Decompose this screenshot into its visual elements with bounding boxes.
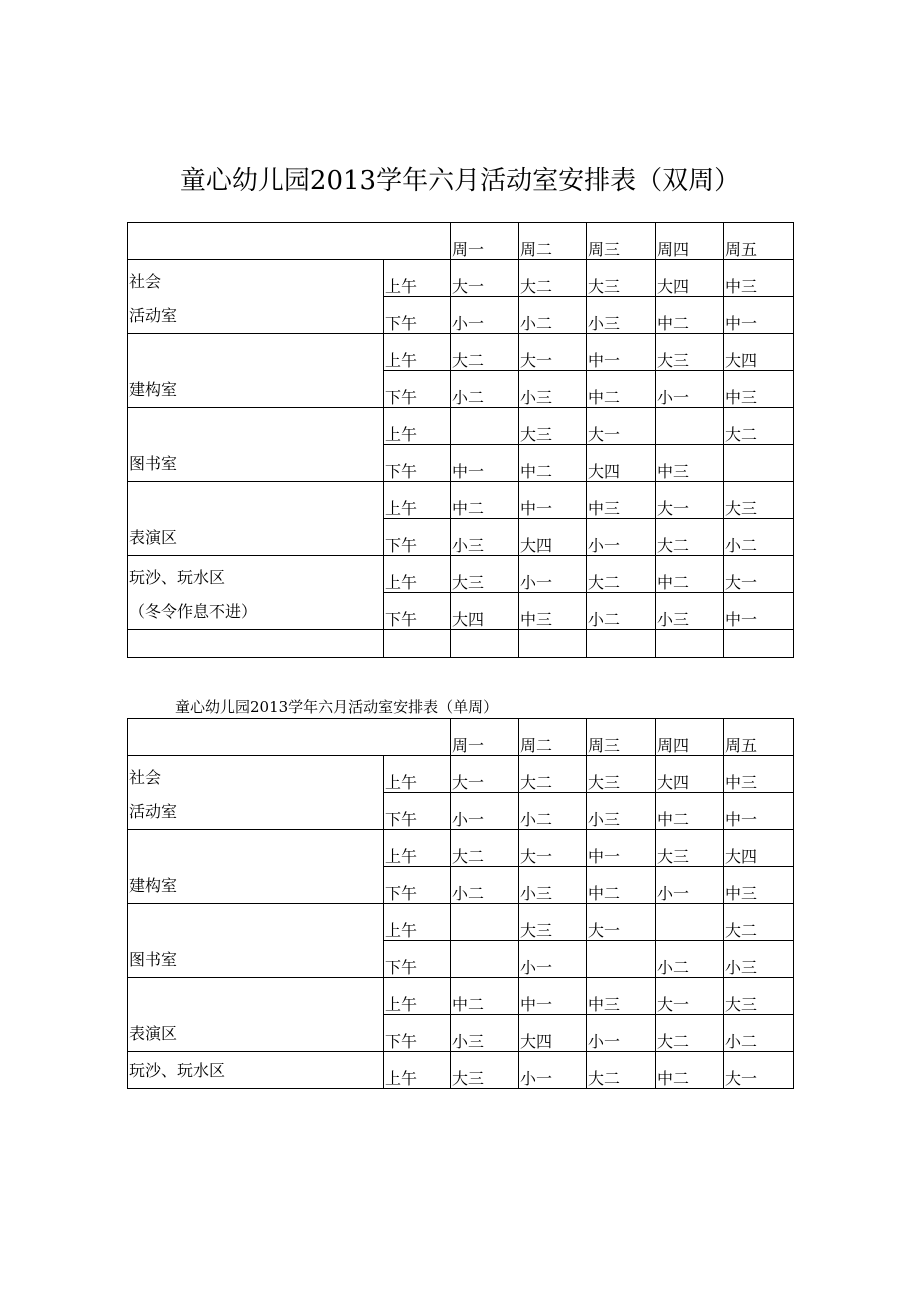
empty-cell <box>724 630 794 658</box>
empty-cell <box>656 630 724 658</box>
class-cell: 大二 <box>519 756 587 793</box>
class-cell: 小二 <box>451 867 519 904</box>
class-cell: 大一 <box>656 978 724 1015</box>
class-cell <box>451 408 519 445</box>
period-label: 下午 <box>384 941 451 978</box>
class-cell: 小一 <box>587 519 656 556</box>
class-cell: 小三 <box>519 371 587 408</box>
class-cell: 大三 <box>587 756 656 793</box>
class-cell: 大二 <box>587 556 656 593</box>
empty-cell <box>519 630 587 658</box>
class-cell: 中二 <box>451 978 519 1015</box>
corner-cell <box>128 223 451 260</box>
class-cell: 中一 <box>724 793 794 830</box>
class-cell: 大二 <box>519 260 587 297</box>
class-cell: 大四 <box>451 593 519 630</box>
class-cell <box>451 941 519 978</box>
room-name: 建构室 <box>129 380 178 399</box>
table-row <box>128 1052 794 1089</box>
room-name: 图书室 <box>129 454 178 473</box>
room-name-cell <box>128 904 384 978</box>
class-cell: 中二 <box>656 556 724 593</box>
period-label: 下午 <box>384 867 451 904</box>
class-cell: 中一 <box>587 830 656 867</box>
page-title-biweekly: 童心幼儿园2013学年六月活动室安排表（双周） <box>179 166 741 196</box>
room-name-cell <box>128 978 384 1052</box>
class-cell: 小三 <box>519 867 587 904</box>
period-label: 上午 <box>384 260 451 297</box>
class-cell: 中一 <box>724 593 794 630</box>
period-label: 下午 <box>384 519 451 556</box>
class-cell: 小一 <box>587 1015 656 1052</box>
class-cell: 小三 <box>451 519 519 556</box>
class-cell: 小一 <box>519 556 587 593</box>
room-name: 社会 <box>129 272 162 291</box>
schedule-table-weekly <box>127 718 794 1089</box>
header-row <box>128 719 794 756</box>
class-cell: 中一 <box>724 297 794 334</box>
class-cell: 大四 <box>656 260 724 297</box>
room-name-cell <box>128 756 384 830</box>
period-label: 上午 <box>384 978 451 1015</box>
table-row <box>128 334 794 371</box>
class-cell: 中二 <box>656 1052 724 1089</box>
room-name: 活动室 <box>129 306 178 325</box>
room-name: 图书室 <box>129 950 178 969</box>
period-label: 上午 <box>384 756 451 793</box>
class-cell: 大一 <box>451 260 519 297</box>
class-cell: 小二 <box>519 793 587 830</box>
class-cell <box>724 445 794 482</box>
period-label: 上午 <box>384 904 451 941</box>
class-cell: 大一 <box>724 556 794 593</box>
class-cell: 小一 <box>656 371 724 408</box>
class-cell: 大四 <box>656 756 724 793</box>
class-cell: 大一 <box>656 482 724 519</box>
class-cell: 中三 <box>724 260 794 297</box>
table-row <box>128 978 794 1015</box>
empty-cell <box>451 630 519 658</box>
class-cell: 大三 <box>724 482 794 519</box>
day-header: 周一 <box>451 223 519 260</box>
empty-cell <box>128 630 384 658</box>
class-cell: 中三 <box>519 593 587 630</box>
class-cell: 大二 <box>656 1015 724 1052</box>
table-row <box>128 830 794 867</box>
period-label: 上午 <box>384 334 451 371</box>
period-label: 下午 <box>384 297 451 334</box>
class-cell: 大一 <box>519 830 587 867</box>
class-cell: 大三 <box>656 334 724 371</box>
day-header: 周四 <box>656 223 724 260</box>
class-cell: 中三 <box>656 445 724 482</box>
class-cell: 大三 <box>656 830 724 867</box>
class-cell: 小三 <box>656 593 724 630</box>
room-name: 表演区 <box>129 528 178 547</box>
class-cell: 大四 <box>724 334 794 371</box>
day-header: 周一 <box>451 719 519 756</box>
class-cell: 大三 <box>451 1052 519 1089</box>
class-cell: 小三 <box>587 297 656 334</box>
class-cell: 中二 <box>587 867 656 904</box>
class-cell: 大三 <box>587 260 656 297</box>
class-cell <box>587 941 656 978</box>
day-header: 周三 <box>587 719 656 756</box>
table-row <box>128 260 794 297</box>
period-label: 上午 <box>384 1052 451 1089</box>
class-cell: 中一 <box>519 978 587 1015</box>
class-cell: 大四 <box>519 519 587 556</box>
class-cell <box>656 408 724 445</box>
class-cell <box>451 904 519 941</box>
class-cell: 中三 <box>724 867 794 904</box>
class-cell: 中一 <box>451 445 519 482</box>
class-cell: 小三 <box>587 793 656 830</box>
day-header: 周五 <box>724 223 794 260</box>
class-cell: 大三 <box>519 408 587 445</box>
class-cell: 小二 <box>451 371 519 408</box>
class-cell: 小三 <box>724 941 794 978</box>
day-header: 周五 <box>724 719 794 756</box>
table-row <box>128 756 794 793</box>
room-name-cell <box>128 1052 384 1089</box>
class-cell: 小二 <box>724 1015 794 1052</box>
period-label: 上午 <box>384 408 451 445</box>
class-cell: 小一 <box>519 1052 587 1089</box>
class-cell: 中二 <box>656 793 724 830</box>
period-label: 下午 <box>384 593 451 630</box>
period-label: 上午 <box>384 556 451 593</box>
class-cell: 中一 <box>587 334 656 371</box>
room-name-cell <box>128 556 384 630</box>
room-name: 玩沙、玩水区 <box>129 568 226 587</box>
day-header: 周二 <box>519 719 587 756</box>
class-cell: 小一 <box>451 793 519 830</box>
schedule-table-biweekly <box>127 222 794 658</box>
class-cell: 中二 <box>656 297 724 334</box>
class-cell <box>656 904 724 941</box>
page-title-weekly: 童心幼儿园2013学年六月活动室安排表（单周） <box>175 698 499 716</box>
room-name: （冬令作息不进） <box>129 602 258 621</box>
class-cell: 大四 <box>587 445 656 482</box>
class-cell: 大二 <box>724 904 794 941</box>
class-cell: 大二 <box>451 830 519 867</box>
class-cell: 大二 <box>451 334 519 371</box>
room-name-cell <box>128 260 384 334</box>
empty-row <box>128 630 794 658</box>
class-cell: 大二 <box>724 408 794 445</box>
table-row <box>128 556 794 593</box>
class-cell: 大一 <box>587 904 656 941</box>
class-cell: 中二 <box>451 482 519 519</box>
class-cell: 小二 <box>656 941 724 978</box>
class-cell: 大二 <box>656 519 724 556</box>
room-name-cell <box>128 334 384 408</box>
period-label: 下午 <box>384 445 451 482</box>
day-header: 周二 <box>519 223 587 260</box>
class-cell: 大三 <box>451 556 519 593</box>
class-cell: 中二 <box>587 371 656 408</box>
class-cell: 大三 <box>519 904 587 941</box>
class-cell: 大一 <box>724 1052 794 1089</box>
class-cell: 小二 <box>587 593 656 630</box>
room-name-cell <box>128 830 384 904</box>
class-cell: 小一 <box>656 867 724 904</box>
class-cell: 中三 <box>587 482 656 519</box>
room-name: 社会 <box>129 768 162 787</box>
class-cell: 大一 <box>451 756 519 793</box>
day-header: 周三 <box>587 223 656 260</box>
class-cell: 大一 <box>519 334 587 371</box>
period-label: 下午 <box>384 371 451 408</box>
room-name: 玩沙、玩水区 <box>129 1061 226 1080</box>
class-cell: 中三 <box>724 756 794 793</box>
period-label: 上午 <box>384 482 451 519</box>
room-name: 表演区 <box>129 1024 178 1043</box>
class-cell: 小一 <box>451 297 519 334</box>
empty-cell <box>587 630 656 658</box>
header-row <box>128 223 794 260</box>
empty-cell <box>384 630 451 658</box>
room-name: 建构室 <box>129 876 178 895</box>
room-name-cell <box>128 482 384 556</box>
class-cell: 大一 <box>587 408 656 445</box>
class-cell: 大四 <box>724 830 794 867</box>
table-row <box>128 482 794 519</box>
period-label: 下午 <box>384 793 451 830</box>
class-cell: 中一 <box>519 482 587 519</box>
class-cell: 大四 <box>519 1015 587 1052</box>
class-cell: 大三 <box>724 978 794 1015</box>
class-cell: 小二 <box>724 519 794 556</box>
class-cell: 中三 <box>724 371 794 408</box>
day-header: 周四 <box>656 719 724 756</box>
class-cell: 中二 <box>519 445 587 482</box>
corner-cell <box>128 719 451 756</box>
class-cell: 小一 <box>519 941 587 978</box>
period-label: 下午 <box>384 1015 451 1052</box>
period-label: 上午 <box>384 830 451 867</box>
table-row <box>128 408 794 445</box>
class-cell: 小二 <box>519 297 587 334</box>
room-name-cell <box>128 408 384 482</box>
table-row <box>128 904 794 941</box>
room-name: 活动室 <box>129 802 178 821</box>
class-cell: 大二 <box>587 1052 656 1089</box>
class-cell: 小三 <box>451 1015 519 1052</box>
class-cell: 中三 <box>587 978 656 1015</box>
